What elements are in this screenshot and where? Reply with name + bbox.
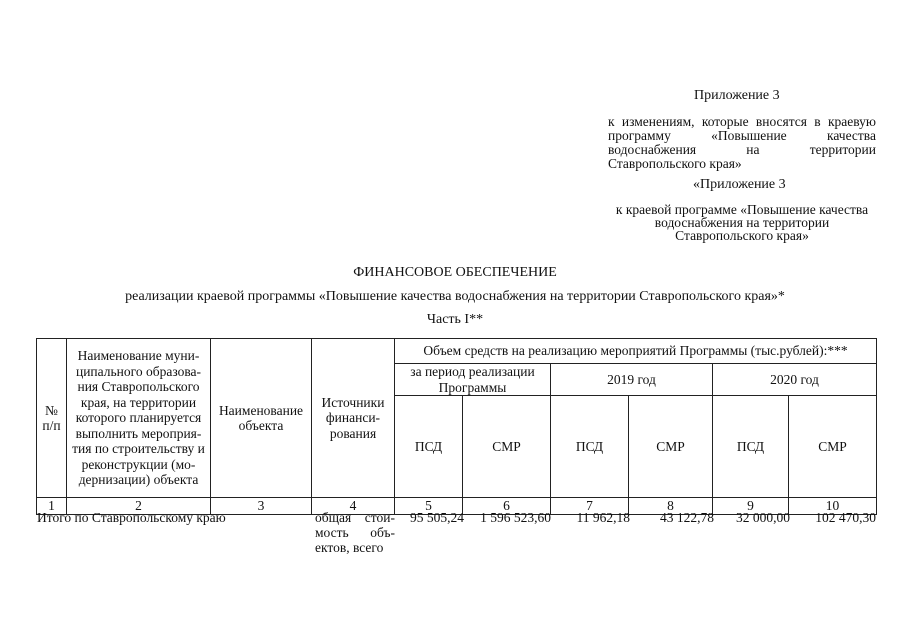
header-2020-psd: ПСД (713, 396, 789, 498)
column-number: 2 (67, 498, 211, 515)
total-value-2020-psd: 32 000,00 (736, 510, 790, 525)
appendix-title-2: «Приложение 3 (693, 177, 786, 192)
document-title: ФИНАНСОВОЕ ОБЕСПЕЧЕНИЕ (353, 265, 557, 280)
total-value-period-psd: 95 505,24 (410, 510, 464, 525)
header-volume: Объем средств на реализацию мероприятий Программы (тыс.рублей):*** (395, 339, 877, 364)
column-number: 3 (211, 498, 312, 515)
document-part: Часть I** (426, 312, 484, 327)
financing-table (36, 338, 877, 515)
total-row-source: общая стои-мость объ-ектов, всего (315, 510, 395, 555)
header-2019-smr: СМР (629, 396, 713, 498)
column-number: 7 (551, 498, 629, 515)
header-period: за период реализации Программы (395, 364, 551, 396)
header-num: № п/п (37, 339, 67, 498)
total-value-period-smr: 1 596 523,60 (480, 510, 551, 525)
column-number: 8 (629, 498, 713, 515)
header-2019-psd: ПСД (551, 396, 629, 498)
column-number: 5 (395, 498, 463, 515)
column-number: 4 (312, 498, 395, 515)
header-2020: 2020 год (713, 364, 877, 396)
header-period-smr: СМР (463, 396, 551, 498)
total-value-2020-smr: 102 470,30 (815, 510, 876, 525)
total-row-label: Итого по Ставропольскому краю (37, 510, 226, 525)
column-number: 9 (713, 498, 789, 515)
column-number: 6 (463, 498, 551, 515)
column-number: 10 (789, 498, 877, 515)
header-period-psd: ПСД (395, 396, 463, 498)
header-object: Наименование объекта (211, 339, 312, 498)
header-sources: Источники финанси-рования (312, 339, 395, 498)
appendix-text: к изменениям, которые вносятся в краевую программу «Повышение качества водоснабжения на территории Ставропольского края» (608, 114, 876, 171)
header-2020-smr: СМР (789, 396, 877, 498)
total-value-2019-smr: 43 122,78 (660, 510, 714, 525)
total-value-2019-psd: 11 962,18 (576, 510, 630, 525)
appendix-text-2: к краевой программе «Повышение качества водоснабжения на территории Ставропольского края» (615, 202, 869, 243)
appendix-title: Приложение 3 (694, 88, 780, 103)
document-subtitle: реализации краевой программы «Повышение качества водоснабжения на территории Ставропольского края»* (125, 289, 785, 304)
header-municipality: Наименование муни-ципального образова-ния Ставропольского края, на территории которого планируется выполнить мероприя-тия по строительству и реконструкции (мо-дернизации) объекта (67, 339, 211, 498)
header-2019: 2019 год (551, 364, 713, 396)
column-number: 1 (37, 498, 67, 515)
